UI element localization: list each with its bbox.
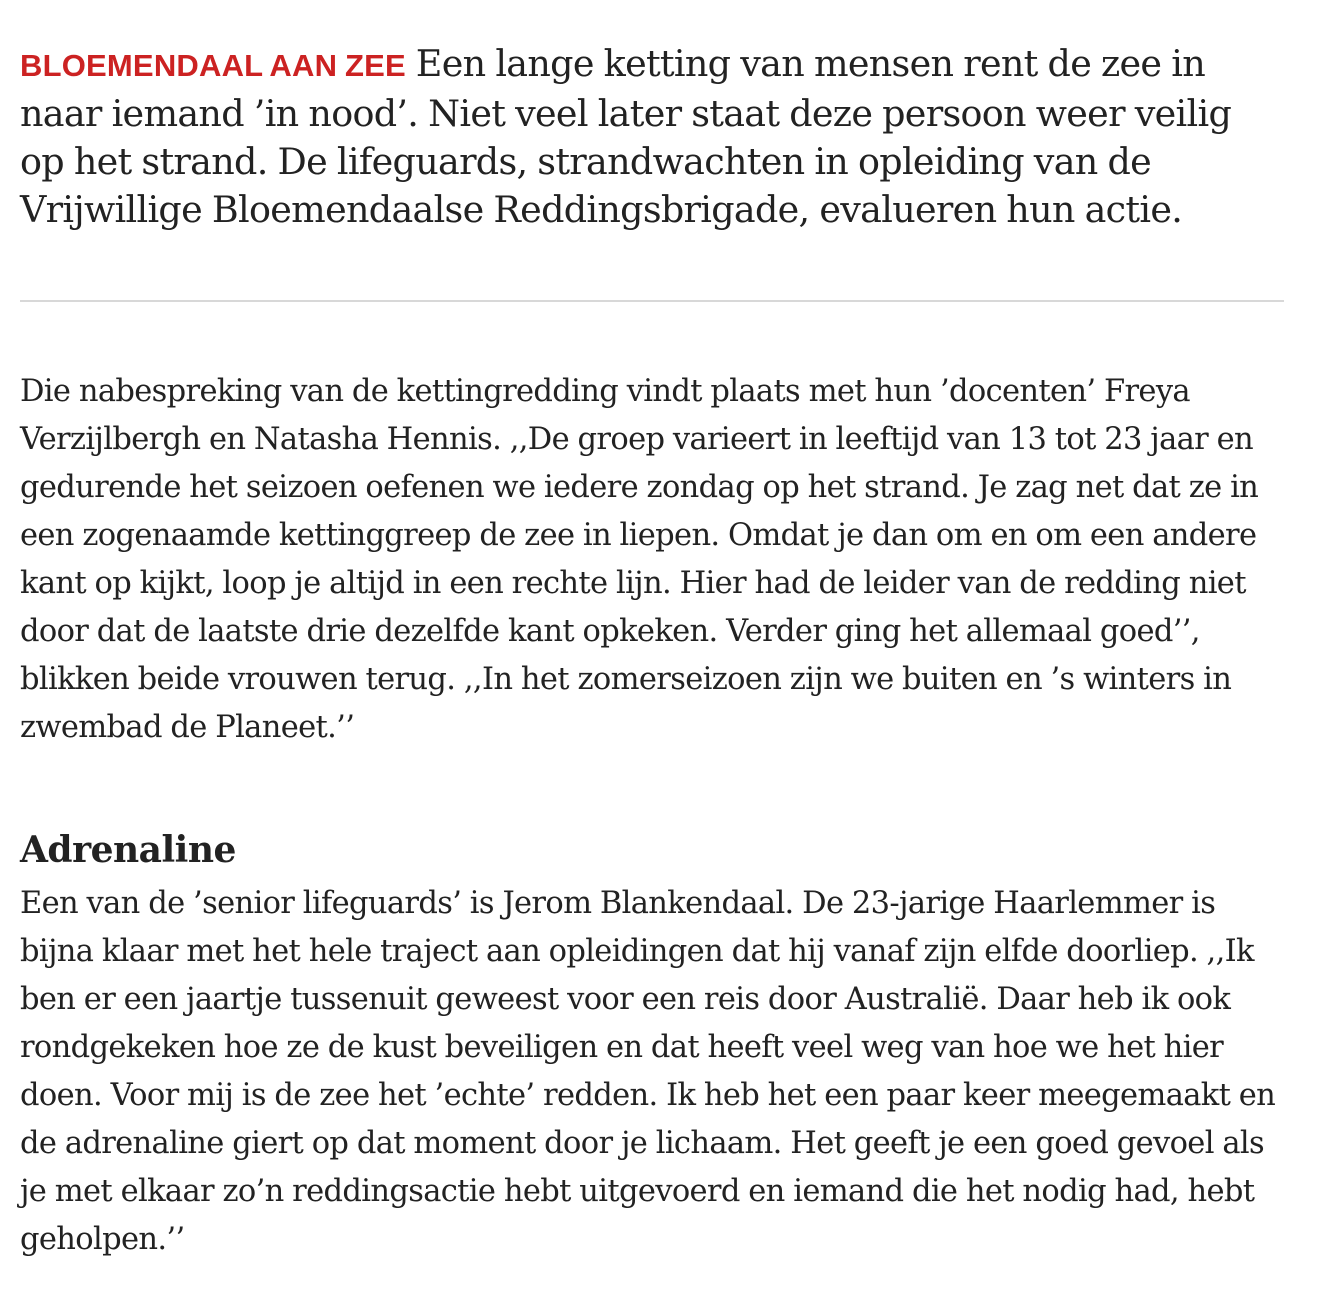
article-paragraph: Een van de ’senior lifeguards’ is Jerom Blankendaal. De 23-jarige Haarlemmer is bijna klaar met het hele traject aan opleidingen dat hij vanaf zijn elfde doorliep. ,,Ik ben er een jaartje tussenuit geweest voor een reis door Australië. Daar heb ik ook rondgekeken hoe ze de kust beveiligen en dat heeft veel weg van hoe we het hier doen. Voor mij is de zee het ’echte’ redden. Ik heb het een paar keer meegemaakt en de adrenaline giert op dat moment door je lichaam. Het geeft je een goed gevoel als je met elkaar zo’n reddingsactie hebt uitgevoerd en iemand die het nodig had, hebt geholpen.’’ bbox=[20, 886, 1276, 1257]
intro-text: Een lange ketting van mensen rent de zee in naar iemand ’in nood’. Niet veel later staat deze persoon weer veilig op het strand. De lifeguards, strandwachten in opleiding van de Vrijwillige Bloemendaalse Reddingsbrigade, evalueren hun actie. bbox=[20, 42, 1232, 231]
article-body bbox=[20, 0, 1284, 1264]
section-divider bbox=[20, 300, 1284, 302]
dateline: BLOEMENDAAL AAN ZEE bbox=[20, 48, 406, 83]
article-paragraph: Die nabespreking van de kettingredding vindt plaats met hun ’docenten’ Freya Verzijlbergh en Natasha Hennis. ,,De groep varieert in leeftijd van 13 tot 23 jaar en gedurende het seizoen oefenen we iedere zondag op het strand. Je zag net dat ze in een zogenaamde kettinggreep de zee in liepen. Omdat je dan om en om een andere kant op kijkt, loop je altijd in een rechte lijn. Hier had de leider van de redding niet door dat de laatste drie dezelfde kant opkeken. Verder ging het allemaal goed’’, blikken beide vrouwen terug. ,,In het zomerseizoen zijn we buiten en ’s winters in zwembad de Planeet.’’ bbox=[20, 374, 1259, 745]
section-heading: Adrenaline bbox=[20, 829, 236, 871]
article-intro bbox=[20, 40, 1284, 234]
